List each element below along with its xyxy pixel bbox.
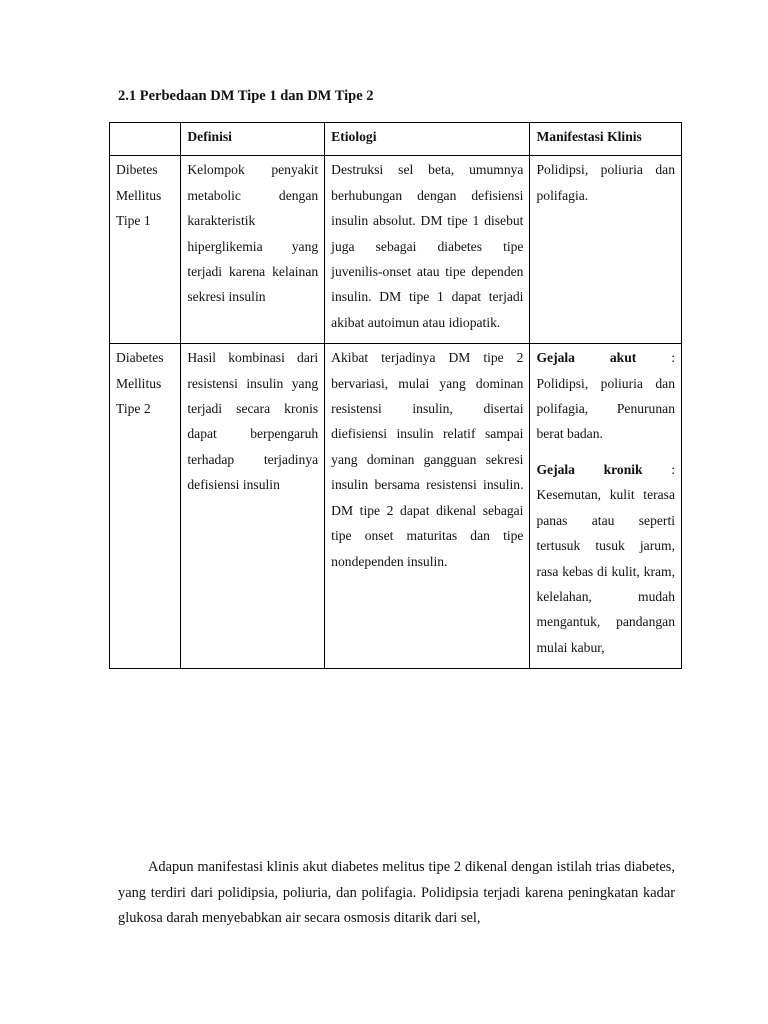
table-row-dm-tipe-2: [110, 344, 682, 669]
gejala-kronik-heading: [536, 457, 675, 482]
header-definisi: Definisi: [181, 123, 325, 156]
gejala-akut-text: Polidipsi, poliuria dan polifagia, Penurunan berat badan.: [536, 375, 675, 442]
comparison-table: [109, 122, 682, 669]
gejala-akut-group: [536, 345, 675, 447]
cell-etiologi-dm-tipe-1: Destruksi sel beta, umumnya berhubungan dengan defisiensi insulin absolut. DM tipe 1 disebut juga sebagai diabetes tipe juvenilis-onset atau tipe dependen insulin. DM tipe 1 dapat terjadi akibat autoimun atau idiopatik.: [325, 156, 530, 344]
gejala-kronik-group: [536, 457, 675, 660]
gejala-akut-title: Gejala akut: [536, 350, 637, 366]
gejala-akut-heading: [536, 345, 675, 370]
cell-definisi-dm-tipe-1: Kelompok penyakit metabolic dengan karakteristik hiperglikemia yang terjadi karena kelainan sekresi insulin: [181, 156, 325, 344]
table-row-dm-tipe-1: [110, 156, 682, 344]
gejala-kronik-text: Kesemutan, kulit terasa panas atau seperti tertusuk tusuk jarum, rasa kebas di kulit, kram, kelelahan, mudah mengantuk, pandangan mulai kabur,: [536, 487, 675, 655]
row-label-dm-tipe-2: Diabetes Mellitus Tipe 2: [110, 344, 181, 669]
body-paragraph: Adapun manifestasi klinis akut diabetes melitus tipe 2 dikenal dengan istilah trias diabetes, yang terdiri dari polidipsia, poliuria, dan polifagia. Polidipsia terjadi karena peningkatan kadar glukosa darah menyebabkan air secara osmosis ditarik dari sel,: [118, 859, 675, 926]
row-label-dm-tipe-1: Dibetes Mellitus Tipe 1: [110, 156, 181, 344]
table-header-row: [110, 123, 682, 156]
header-manifestasi-klinis: Manifestasi Klinis: [530, 123, 682, 156]
gejala-kronik-title: Gejala kronik: [536, 461, 643, 477]
header-etiologi: Etiologi: [325, 123, 530, 156]
cell-manifestasi-dm-tipe-1: Polidipsi, poliuria dan polifagia.: [530, 156, 682, 344]
gejala-akut-separator: :: [671, 350, 675, 366]
header-empty-cell: [110, 123, 181, 156]
cell-definisi-dm-tipe-2: Hasil kombinasi dari resistensi insulin yang terjadi secara kronis dapat berpengaruh terhadap terjadinya defisiensi insulin: [181, 344, 325, 669]
cell-etiologi-dm-tipe-2: Akibat terjadinya DM tipe 2 bervariasi, mulai yang dominan resistensi insulin, disertai diefisiensi insulin relatif sampai yang dominan gangguan sekresi insulin bersama resistensi insulin. DM tipe 2 dapat dikenal sebagai tipe onset maturitas dan tipe nondependen insulin.: [325, 344, 530, 669]
cell-manifestasi-dm-tipe-2: [530, 344, 682, 669]
gejala-kronik-separator: :: [671, 461, 675, 477]
section-heading: 2.1 Perbedaan DM Tipe 1 dan DM Tipe 2: [118, 88, 374, 104]
